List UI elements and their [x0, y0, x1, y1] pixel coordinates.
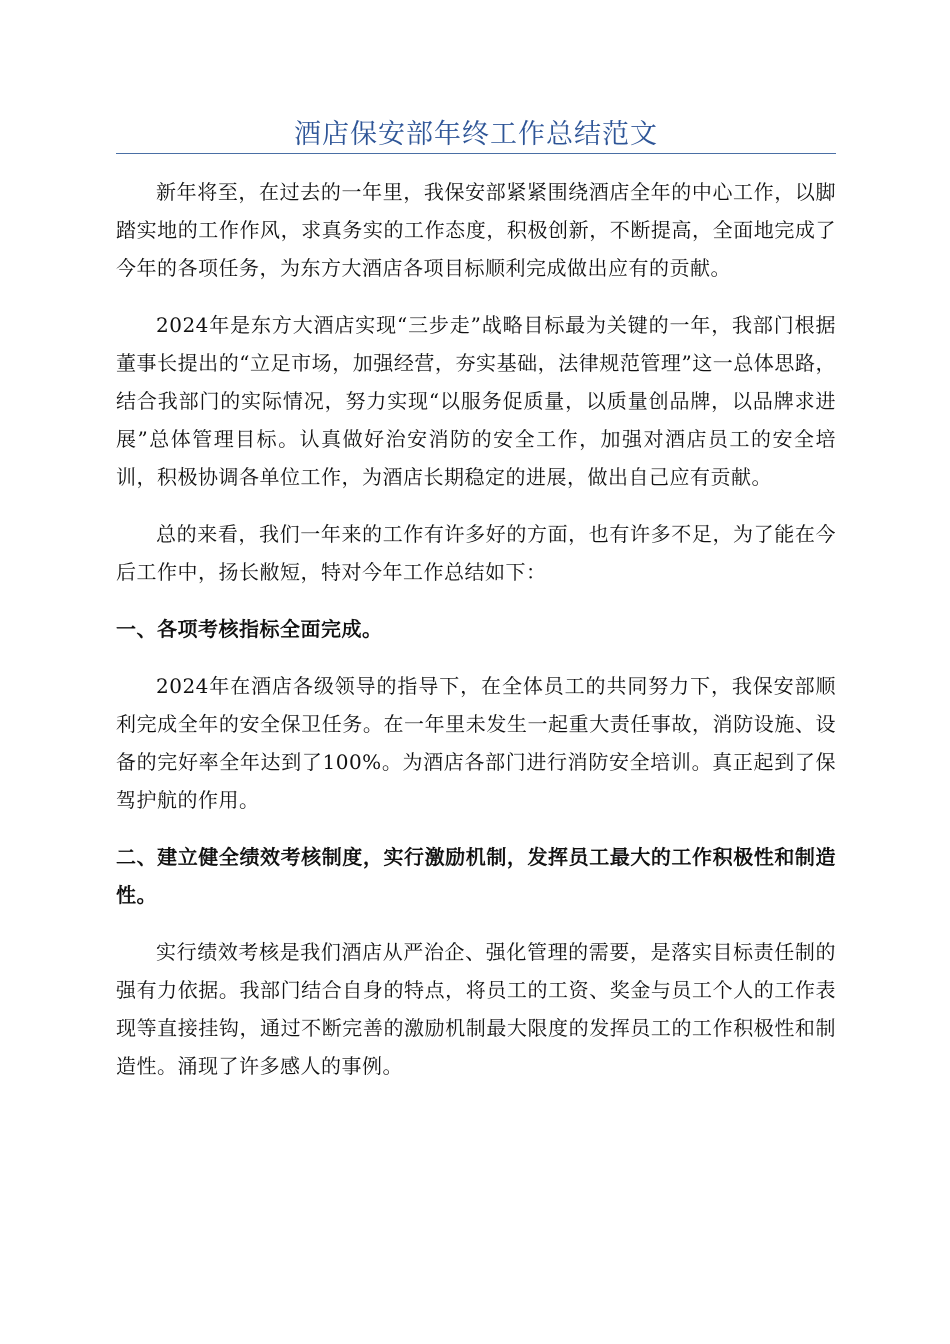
paragraph-summary-lead: 总的来看，我们一年来的工作有许多好的方面，也有许多不足，为了能在今后工作中，扬长敝短，特对今年工作总结如下：	[116, 522, 836, 584]
title-underline	[116, 153, 836, 154]
document-body	[116, 173, 836, 1104]
paragraph-section-2: 实行绩效考核是我们酒店从严治企、强化管理的需要，是落实目标责任制的强有力依据。我部门结合自身的特点，将员工的工资、奖金与员工个人的工作表现等直接挂钩，通过不断完善的激励机制最大限度的发挥员工的工作积极性和制造性。涌现了许多感人的事例。	[116, 940, 836, 1078]
section-heading-2: 二、建立健全绩效考核制度，实行激励机制，发挥员工最大的工作积极性和制造性。	[116, 845, 836, 907]
paragraph-section-1: 2024年在酒店各级领导的指导下，在全体员工的共同努力下，我保安部顺利完成全年的安全保卫任务。在一年里未发生一起重大责任事故，消防设施、设备的完好率全年达到了100%。为酒店各部门进行消防安全培训。真正起到了保驾护航的作用。	[116, 674, 836, 812]
section-heading-1: 一、各项考核指标全面完成。	[116, 617, 383, 641]
page-title: 酒店保安部年终工作总结范文	[294, 119, 658, 150]
paragraph-intro: 新年将至，在过去的一年里，我保安部紧紧围绕酒店全年的中心工作，以脚踏实地的工作作风，求真务实的工作态度，积极创新，不断提高，全面地完成了今年的各项任务，为东方大酒店各项目标顺利完成做出应有的贡献。	[116, 180, 836, 280]
paragraph-strategy: 2024年是东方大酒店实现“三步走”战略目标最为关键的一年，我部门根据董事长提出的“立足市场，加强经营，夯实基础，法律规范管理”这一总体思路，结合我部门的实际情况，努力实现“以服务促质量，以质量创品牌，以品牌求进展”总体管理目标。认真做好治安消防的安全工作，加强对酒店员工的安全培训，积极协调各单位工作，为酒店长期稳定的进展，做出自己应有贡献。	[116, 313, 836, 489]
